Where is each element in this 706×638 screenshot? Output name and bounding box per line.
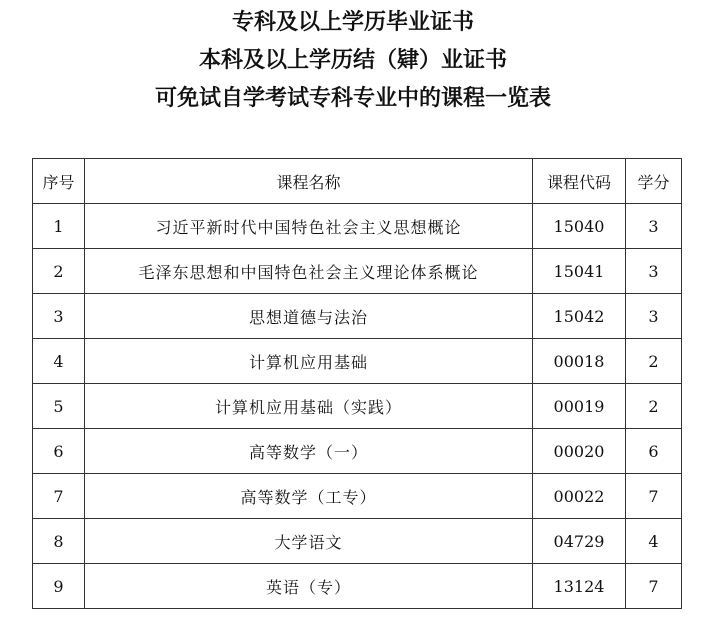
course-credits: 2 xyxy=(626,384,682,429)
row-index: 3 xyxy=(33,294,85,339)
course-code: 15042 xyxy=(533,294,626,339)
course-credits: 6 xyxy=(626,429,682,474)
course-name: 高等数学（一） xyxy=(85,429,533,474)
course-name: 习近平新时代中国特色社会主义思想概论 xyxy=(85,204,533,249)
row-index: 5 xyxy=(33,384,85,429)
course-credits: 2 xyxy=(626,339,682,384)
course-credits: 3 xyxy=(626,249,682,294)
course-table xyxy=(32,158,682,609)
course-name: 高等数学（工专） xyxy=(85,474,533,519)
course-credits: 4 xyxy=(626,519,682,564)
course-name: 计算机应用基础（实践） xyxy=(85,384,533,429)
course-credits: 7 xyxy=(626,564,682,609)
course-credits: 7 xyxy=(626,474,682,519)
course-code: 00018 xyxy=(533,339,626,384)
course-code: 00022 xyxy=(533,474,626,519)
row-index: 7 xyxy=(33,474,85,519)
row-index: 6 xyxy=(33,429,85,474)
table-row xyxy=(33,249,682,294)
table-row xyxy=(33,294,682,339)
row-index: 2 xyxy=(33,249,85,294)
table-row xyxy=(33,339,682,384)
table-header-row xyxy=(33,159,682,204)
header-index: 序号 xyxy=(33,159,85,204)
table-row xyxy=(33,519,682,564)
course-code: 04729 xyxy=(533,519,626,564)
course-credits: 3 xyxy=(626,294,682,339)
course-name: 计算机应用基础 xyxy=(85,339,533,384)
course-name: 毛泽东思想和中国特色社会主义理论体系概论 xyxy=(85,249,533,294)
table-row xyxy=(33,564,682,609)
document-title-line-3: 可免试自学考试专科专业中的课程一览表 xyxy=(154,86,551,111)
course-code: 00019 xyxy=(533,384,626,429)
table-row xyxy=(33,474,682,519)
header-course-name: 课程名称 xyxy=(85,159,533,204)
table-row xyxy=(33,384,682,429)
course-name: 大学语文 xyxy=(85,519,533,564)
row-index: 1 xyxy=(33,204,85,249)
course-code: 15040 xyxy=(533,204,626,249)
table-row xyxy=(33,429,682,474)
course-credits: 3 xyxy=(626,204,682,249)
document-title-line-2: 本科及以上学历结（肄）业证书 xyxy=(198,48,507,73)
row-index: 4 xyxy=(33,339,85,384)
course-code: 15041 xyxy=(533,249,626,294)
course-name: 英语（专） xyxy=(85,564,533,609)
document-title-line-1: 专科及以上学历毕业证书 xyxy=(231,10,474,35)
header-credits: 学分 xyxy=(626,159,682,204)
course-code: 13124 xyxy=(533,564,626,609)
row-index: 8 xyxy=(33,519,85,564)
table-row xyxy=(33,204,682,249)
course-name: 思想道德与法治 xyxy=(85,294,533,339)
course-code: 00020 xyxy=(533,429,626,474)
header-course-code: 课程代码 xyxy=(533,159,626,204)
row-index: 9 xyxy=(33,564,85,609)
